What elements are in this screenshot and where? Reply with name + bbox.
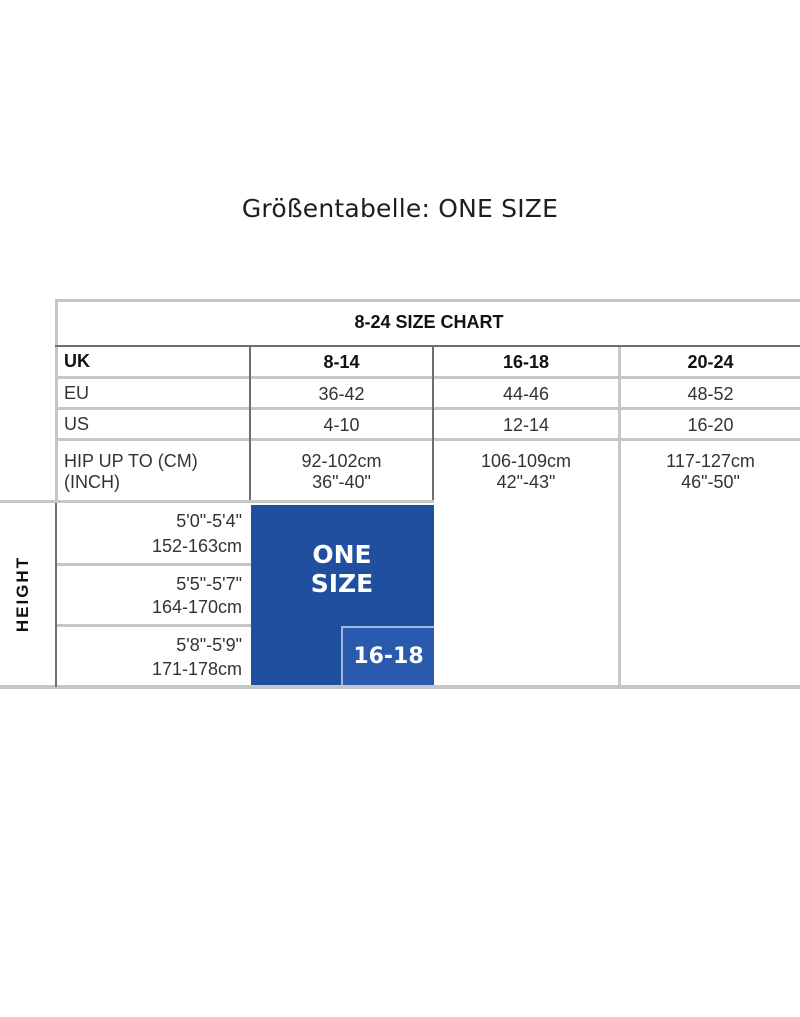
row-divider-uk — [55, 376, 800, 379]
size-col-20-24: 20-24 — [687, 352, 734, 372]
hip-label: HIP UP TO (CM) — [64, 451, 198, 471]
height-row-divider-1 — [55, 563, 251, 566]
eu-value: 44-46 — [502, 384, 550, 404]
us-value: 4-10 — [323, 415, 360, 435]
hip-inch-value: 36"-40" — [312, 472, 371, 492]
chart-top-border — [55, 299, 800, 302]
hip-cm-value: 117-127cm — [666, 451, 755, 471]
hip-inch-value: 46"-50" — [681, 472, 740, 492]
header-row-divider — [55, 345, 800, 347]
size-col-16-18: 16-18 — [502, 352, 550, 372]
eu-value: 36-42 — [318, 384, 365, 404]
chart-title: 8-24 SIZE CHART — [354, 312, 504, 332]
height-row-divider-2 — [55, 624, 251, 627]
height-metric: 152-163cm — [151, 536, 242, 556]
hip-cm-value: 92-102cm — [301, 451, 382, 471]
hip-cm-value: 106-109cm — [480, 451, 572, 471]
one-size-line1: ONE — [312, 540, 372, 569]
height-imperial: 5'5"-5'7" — [176, 574, 242, 594]
row-divider-eu — [55, 407, 800, 410]
us-label: US — [64, 414, 90, 434]
us-value: 16-20 — [687, 415, 734, 435]
one-size-label — [251, 540, 433, 598]
row-divider-us — [55, 438, 800, 441]
eu-label: EU — [64, 383, 90, 403]
size-16-18-badge: 16-18 — [341, 626, 434, 685]
uk-label: UK — [64, 351, 90, 371]
height-metric: 164-170cm — [151, 597, 242, 617]
us-value: 12-14 — [502, 415, 550, 435]
height-imperial: 5'8"-5'9" — [176, 635, 242, 655]
height-axis-label: HEIGHT — [13, 555, 32, 633]
chart-bottom-border — [0, 685, 800, 689]
one-size-line2: SIZE — [310, 569, 374, 598]
size-col-8-14: 8-14 — [323, 352, 360, 372]
height-section-top — [0, 500, 434, 503]
height-imperial: 5'0"-5'4" — [176, 511, 242, 531]
hip-inch-value: 42"-43" — [496, 472, 556, 492]
page-title: Größentabelle: ONE SIZE — [241, 194, 559, 223]
hip-label-inch: (INCH) — [64, 472, 120, 492]
height-metric: 171-178cm — [151, 659, 242, 679]
eu-value: 48-52 — [687, 384, 734, 404]
height-left-border — [55, 503, 57, 687]
